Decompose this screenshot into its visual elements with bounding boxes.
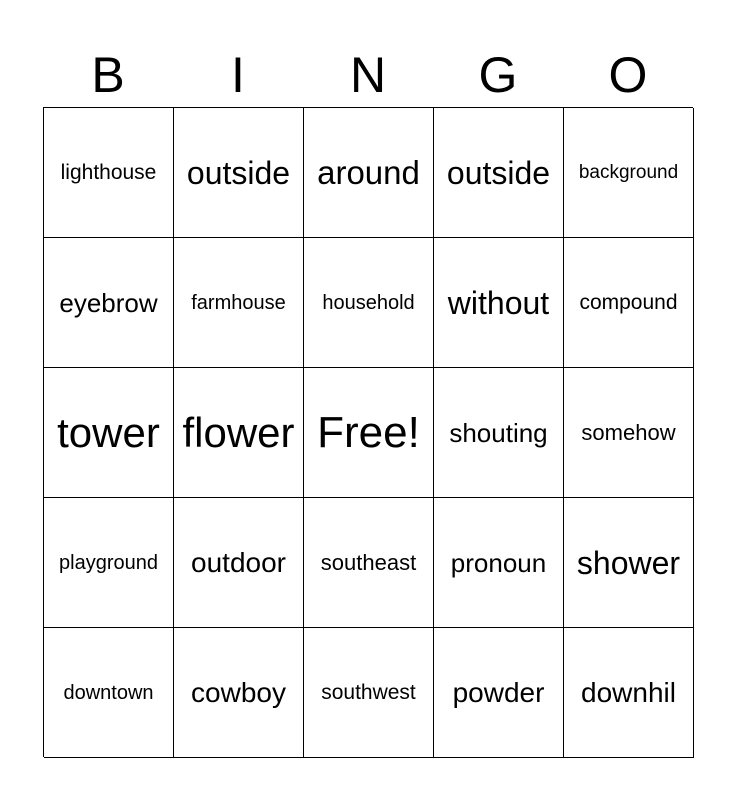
header-letter-g: G [478,47,518,103]
header-letter-o: O [608,47,648,103]
bingo-cell: tower [44,368,174,498]
bingo-cell: playground [44,498,174,628]
bingo-board [43,107,693,757]
header-letter-n: N [349,47,387,103]
bingo-cell: eyebrow [44,238,174,368]
bingo-cell: farmhouse [174,238,304,368]
bingo-cell: downtown [44,628,174,758]
header-letter-b: B [91,47,125,103]
bingo-cell: outside [174,108,304,238]
bingo-cell: shower [564,498,694,628]
bingo-cell: compound [564,238,694,368]
bingo-cell: cowboy [174,628,304,758]
bingo-cell: outdoor [174,498,304,628]
bingo-cell: outside [434,108,564,238]
bingo-cell: southwest [304,628,434,758]
bingo-cell: somehow [564,368,694,498]
bingo-cell: household [304,238,434,368]
bingo-cell: flower [174,368,304,498]
bingo-cell: pronoun [434,498,564,628]
bingo-cell: background [564,108,694,238]
bingo-header [43,46,693,104]
free-space: Free! [304,368,434,498]
bingo-cell: downhil [564,628,694,758]
bingo-cell: lighthouse [44,108,174,238]
bingo-cell: shouting [434,368,564,498]
header-letter-i: I [231,47,245,103]
bingo-cell: without [434,238,564,368]
bingo-cell: around [304,108,434,238]
bingo-cell: powder [434,628,564,758]
bingo-cell: southeast [304,498,434,628]
